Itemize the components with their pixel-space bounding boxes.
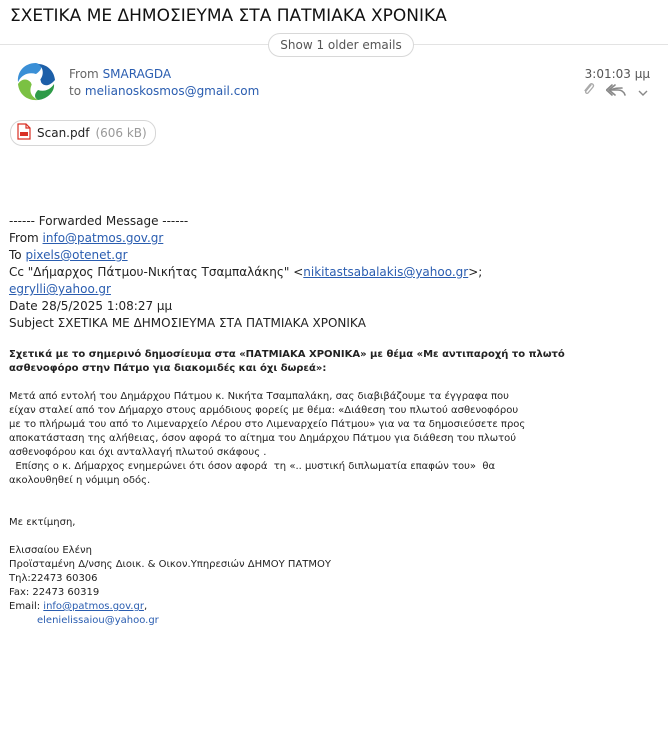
- attachment-size: (606 kB): [95, 126, 147, 140]
- signature-email-link-2[interactable]: elenielissaiou@yahoo.gr: [37, 615, 159, 626]
- attachment-scan-pdf[interactable]: [10, 120, 156, 146]
- bold-line-2: ασθενοφόρο στην Πάτμο για διακομιδές και όχι δωρεά»:: [9, 363, 327, 374]
- bold-line-1: Σχετικά με το σημερινό δημοσίευμα στα «ΠΑΤΜΙΑΚΑ ΧΡΟΝΙΚΑ» με θέμα «Με αντιπαροχή το πλωτό: [9, 349, 565, 360]
- signature-tel: Τηλ:22473 60306: [9, 573, 98, 584]
- signature-email-link-1[interactable]: info@patmos.gov.gr: [43, 601, 144, 612]
- pdf-file-icon: [17, 123, 31, 143]
- to-line: [69, 84, 259, 98]
- fwd-date-line: Date 28/5/2025 1:08:27 μμ: [9, 299, 173, 313]
- fwd-cc-line-2: [9, 281, 649, 298]
- message-bold-heading: [9, 348, 649, 376]
- signature-name: Ελισσαίου Ελένη: [9, 545, 92, 556]
- body-line-4: αποκατάσταση της αλήθειας, όσον αφορά το αίτημα του Δημάρχου Πάτμου για διάθεση του πλωτού: [9, 433, 517, 444]
- fwd-cc-line: [9, 264, 649, 281]
- fwd-to-label: To: [9, 248, 26, 262]
- chevron-down-icon[interactable]: [638, 82, 648, 101]
- from-prefix: From: [69, 67, 99, 81]
- fwd-subject-line: Subject ΣΧΕΤΙΚΑ ΜΕ ΔΗΜΟΣΙΕΥΜΑ ΣΤΑ ΠΑΤΜΙΑΚΑ ΧΡΟΝΙΚΑ: [9, 316, 366, 330]
- signature-block: [9, 544, 331, 628]
- paperclip-icon[interactable]: [582, 81, 596, 101]
- sender-avatar: [14, 60, 58, 104]
- fwd-from-label: From: [9, 231, 43, 245]
- message-body: [9, 390, 649, 488]
- body-line-2: είχαν σταλεί από τον Δήμαρχο στους αρμόδιους φορείς με θέμα: «Διάθεση του πλωτού ασθενοφόρου: [9, 405, 519, 416]
- fwd-from-line: [9, 230, 649, 247]
- reply-all-icon[interactable]: [606, 82, 628, 101]
- sender-name[interactable]: SMARAGDA: [102, 67, 172, 81]
- body-line-1: Μετά από εντολή του Δημάρχου Πάτμου κ. Νικήτα Τσαμπαλάκη, σας διαβιβάζουμε τα έγγραφα που: [9, 391, 509, 402]
- signature-email-sep: ,: [143, 601, 148, 612]
- fwd-cc-link[interactable]: nikitastsabalakis@yahoo.gr: [303, 265, 469, 279]
- signature-email-label: Email:: [9, 601, 44, 612]
- show-older-emails-button[interactable]: Show 1 older emails: [268, 33, 414, 57]
- to-prefix: to: [69, 84, 82, 98]
- fwd-from-link[interactable]: info@patmos.gov.gr: [42, 231, 164, 245]
- from-line: [69, 67, 171, 81]
- body-line-6: Επίσης ο κ. Δήμαρχος ενημερώνει ότι όσον αφορά τη «.. μυστική διπλωματία επαφών του» θα: [9, 461, 496, 472]
- forwarded-separator: ------ Forwarded Message ------: [9, 214, 189, 228]
- signature-email-line: [9, 600, 331, 614]
- body-line-3: με το πλήρωμά του από το Λιμεναρχείο Λέρου στο Λιμεναρχείο Πάτμου» για να τα δημοσιεύσετε προς: [9, 419, 526, 430]
- body-line-7: ακολουθηθεί η νόμιμη οδός.: [9, 475, 151, 486]
- email-subject: ΣΧΕΤΙΚΑ ΜΕ ΔΗΜΟΣΙΕΥΜΑ ΣΤΑ ΠΑΤΜΙΑΚΑ ΧΡΟΝΙΚΑ: [10, 6, 447, 26]
- fwd-to-link[interactable]: pixels@otenet.gr: [25, 248, 128, 262]
- fwd-cc-end: >;: [468, 265, 483, 279]
- attachment-name: Scan.pdf: [37, 126, 90, 140]
- header-actions: [582, 82, 648, 100]
- recipient-address[interactable]: melianoskosmos@gmail.com: [84, 84, 260, 98]
- sender-logo-icon: [14, 60, 58, 104]
- forwarded-header-block: [9, 213, 649, 332]
- fwd-to-line: [9, 247, 649, 264]
- body-line-5: ασθενοφόρου και όχι ανταλλαγή πλωτού σκάφους .: [9, 447, 267, 458]
- fwd-cc-link-2[interactable]: egrylli@yahoo.gr: [9, 282, 111, 296]
- signature-fax: Fax: 22473 60319: [9, 587, 100, 598]
- closing: Με εκτίμηση,: [9, 517, 76, 528]
- email-time: 3:01:03 μμ: [584, 67, 650, 81]
- signature-title: Προϊσταμένη Δ/νσης Διοικ. & Οικον.Υπηρεσιών ΔΗΜΟΥ ΠΑΤΜΟΥ: [9, 559, 331, 570]
- fwd-cc-label: Cc "Δήμαρχος Πάτμου-Νικήτας Τσαμπαλάκης" <: [9, 265, 304, 279]
